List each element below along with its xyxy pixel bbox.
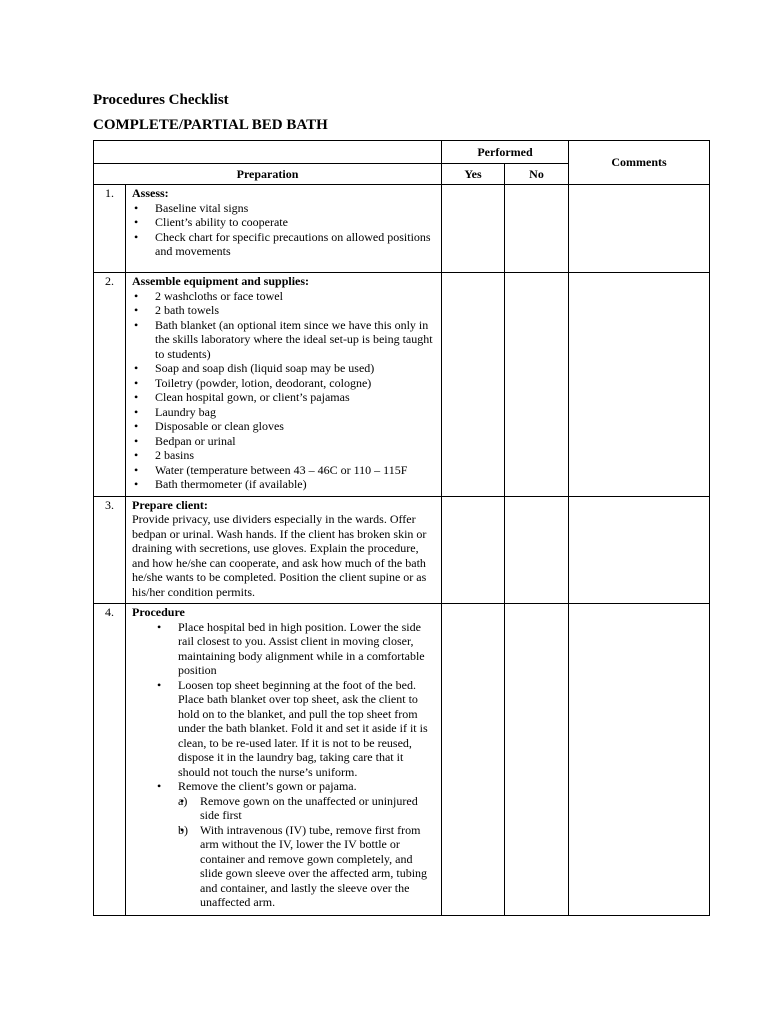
yes-checkbox-cell[interactable] (442, 496, 505, 604)
yes-checkbox-cell[interactable] (442, 273, 505, 497)
sub-item-text: Remove gown on the unaffected or uninjured side first (200, 793, 418, 822)
no-checkbox-cell[interactable] (505, 604, 569, 916)
checklist-row (94, 185, 710, 273)
sub-item (178, 823, 435, 910)
sub-item-text: With intravenous (IV) tube, remove first from arm without the IV, lower the IV bottle or container and remove gown completely, and slide gown sleeve over the affected arm, tubing and container, and lastly the sleeve over the unaffected arm. (200, 822, 428, 909)
step-bullet-list (132, 289, 435, 492)
yes-header: Yes (442, 164, 505, 185)
bullet-item: • Bath thermometer (if available) (132, 477, 435, 492)
bullet-item: • Loosen top sheet beginning at the foot of the bed. Place bath blanket over top sheet, ask the client to hold on to the blanket, and pull the top sheet from under the bath blanket. Fold it and set it aside if it is clean, to be re-used later. If it is not to be reused, dispose it in the laundry bag, taking care that it should not touch the nurse’s uniform. (155, 678, 435, 780)
step-number: 4. (94, 604, 126, 916)
step-number: 2. (94, 273, 126, 497)
bullet-item: • 2 washcloths or face towel (132, 289, 435, 304)
step-title: Assess: (132, 186, 169, 200)
comments-header: Comments (569, 141, 710, 185)
sub-list (178, 794, 435, 910)
performed-header: Performed (442, 141, 569, 164)
comments-cell[interactable] (569, 604, 710, 916)
sub-item-marker: • a) (178, 793, 188, 808)
step-bullet-list (132, 201, 435, 259)
comments-cell[interactable] (569, 273, 710, 497)
bullet-text: Remove the client’s gown or pajama. (178, 779, 357, 793)
bullet-item (155, 779, 435, 910)
bullet-item: • Check chart for specific precautions on allowed positions and movements (132, 230, 435, 259)
sub-item (178, 794, 435, 823)
comments-cell[interactable] (569, 496, 710, 604)
step-content (126, 185, 442, 273)
header-row-top (94, 141, 710, 164)
yes-checkbox-cell[interactable] (442, 185, 505, 273)
bullet-item: • Laundry bag (132, 405, 435, 420)
bullet-item: • Toiletry (powder, lotion, deodorant, cologne) (132, 376, 435, 391)
bullet-item: • Place hospital bed in high position. Lower the side rail closest to you. Assist client in moving closer, maintaining body alignment while in a comfortable position (155, 620, 435, 678)
checklist-row (94, 496, 710, 604)
step-content (126, 496, 442, 604)
bullet-item: • 2 bath towels (132, 303, 435, 318)
step-number: 1. (94, 185, 126, 273)
no-checkbox-cell[interactable] (505, 496, 569, 604)
step-title: Procedure (132, 605, 185, 619)
step-title: Assemble equipment and supplies: (132, 274, 310, 288)
bullet-item: • Clean hospital gown, or client’s pajamas (132, 390, 435, 405)
bullet-item: • Soap and soap dish (liquid soap may be used) (132, 361, 435, 376)
yes-checkbox-cell[interactable] (442, 604, 505, 916)
step-content (126, 604, 442, 916)
no-checkbox-cell[interactable] (505, 185, 569, 273)
bullet-item: • Water (temperature between 43 – 46C or 110 – 115F (132, 463, 435, 478)
bullet-item: • Disposable or clean gloves (132, 419, 435, 434)
no-checkbox-cell[interactable] (505, 273, 569, 497)
bullet-item: • Baseline vital signs (132, 201, 435, 216)
bullet-item: • Bath blanket (an optional item since we have this only in the skills laboratory where the ideal set-up is being taught to students) (132, 318, 435, 362)
checklist-row (94, 273, 710, 497)
bullet-item: • Client’s ability to cooperate (132, 215, 435, 230)
step-number: 3. (94, 496, 126, 604)
bullet-item: • Bedpan or urinal (132, 434, 435, 449)
checklist-row (94, 604, 710, 916)
comments-cell[interactable] (569, 185, 710, 273)
preparation-header: Preparation (94, 164, 442, 185)
bullet-item: • 2 basins (132, 448, 435, 463)
step-content (126, 273, 442, 497)
step-text: Provide privacy, use dividers especially in the wards. Offer bedpan or urinal. Wash hands. If the client has broken skin or draining with secretions, use gloves. Explain the procedure, and how he/she can cooperate, and ask how much of the bath he/she wants to be completed. Position the client supine or as his/her condition permits. (132, 512, 427, 599)
sub-item-marker: • b) (178, 822, 188, 837)
header-blank-cell (94, 141, 442, 164)
document-title: Procedures Checklist (93, 92, 229, 108)
checklist-table (93, 140, 710, 916)
no-header: No (505, 164, 569, 185)
step-title: Prepare client: (132, 497, 208, 512)
procedure-title: COMPLETE/PARTIAL BED BATH (93, 117, 328, 133)
step-bullet-list (132, 620, 435, 910)
